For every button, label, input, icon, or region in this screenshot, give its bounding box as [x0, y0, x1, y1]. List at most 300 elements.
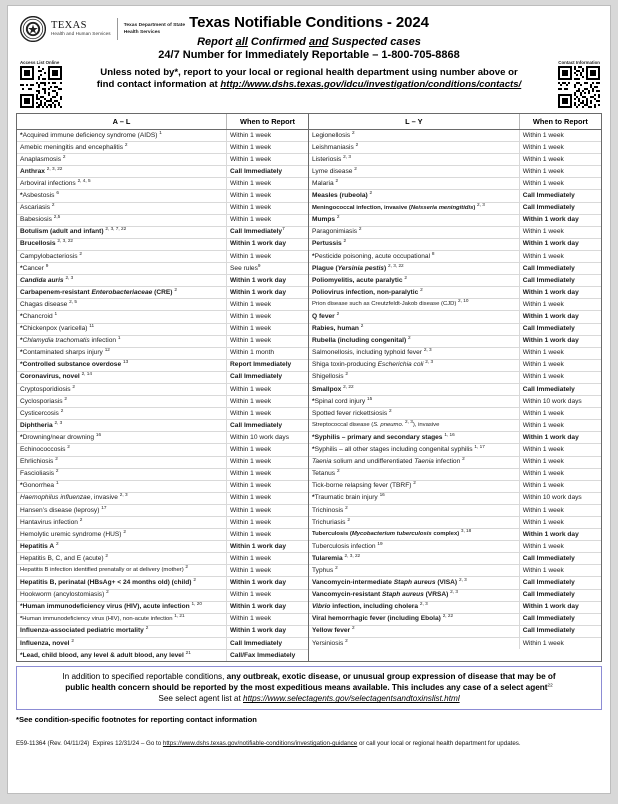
table-row: [309, 323, 601, 335]
condition-name: Cyclosporiasis $^2$: [17, 396, 227, 408]
table-row: [17, 166, 308, 178]
condition-name: Cysticercosis $^2$: [17, 408, 227, 420]
condition-name: Tularemia $^{2, 3, 22}$: [309, 553, 519, 565]
condition-name: Campylobacteriosis $^2$: [17, 250, 227, 262]
right-column: [309, 114, 601, 661]
table-row: [17, 456, 308, 468]
table-row: [17, 577, 308, 589]
footnote-ref: 2: [336, 310, 340, 316]
table-row: [309, 178, 601, 190]
access-list-qr-caption: Access List Online: [20, 60, 60, 65]
condition-name: Shigellosis $^2$: [309, 371, 519, 383]
condition-name: Hantavirus infection $^2$: [17, 517, 227, 529]
footnote-ref: 2: [105, 552, 109, 558]
table-row: [309, 553, 601, 565]
footnote-ref: 1: [55, 480, 59, 486]
footnote-ref: 2: [55, 455, 58, 461]
condition-name: Tetanus $^2$: [309, 468, 519, 480]
condition-name: Ehrlichiosis $^2$: [17, 456, 227, 468]
table-row: [309, 408, 601, 420]
footnote-ref: 2, 3: [423, 347, 432, 353]
when-to-report: Within 1 week: [519, 468, 601, 480]
footnote-ref: 11: [89, 322, 95, 328]
when-to-report: Within 1 week: [227, 480, 308, 492]
footnote-ref: 2: [335, 177, 339, 183]
footnote-ref: 2, 22: [442, 613, 454, 619]
condition-name: *Acquired immune deficiency syndrome (AIDS) $^1$: [17, 130, 227, 142]
table-row: [309, 541, 601, 553]
texas-seal-icon: [20, 16, 46, 42]
when-to-report: Within 1 work day: [227, 601, 308, 613]
table-row: [17, 408, 308, 420]
footnote-ref: 2: [345, 504, 348, 510]
asterisk-marker: *: [20, 313, 23, 320]
table-row: [309, 383, 601, 395]
when-to-report: Within 1 week: [519, 299, 601, 311]
when-to-report: Within 1 week: [227, 130, 308, 142]
condition-name: Tuberculosis (Mycobacterium tuberculosis complex) $^{3, 18}$: [309, 529, 519, 541]
when-to-report: Within 1 week: [227, 190, 308, 202]
contacts-link[interactable]: http://www.dshs.texas.gov/idcu/investigation/conditions/contacts/: [220, 78, 522, 90]
footnote-ref: 2: [388, 407, 392, 413]
document-header: [16, 12, 602, 110]
when-to-report: Within 1 week: [227, 553, 308, 565]
footnote-ref: 9: [45, 262, 49, 268]
footnote-ref: 1, 16: [444, 431, 455, 437]
table-row: [309, 444, 601, 456]
when-to-report: Within 1 work day: [519, 601, 601, 613]
when-to-report: Within 1 week: [519, 142, 601, 154]
condition-name: Anaplasmosis $^2$: [17, 154, 227, 166]
footnote-ref: 7: [282, 226, 285, 232]
form-footer: E59-11364 (Rev. 04/11/24) Expires 12/31/24 – Go to https://www.dshs.texas.gov/notifiable-conditions/investigation-guidance or call your local or regional health department for updates.: [16, 740, 521, 748]
footnote-ref: 16: [379, 492, 385, 498]
condition-name: *Drowning/near drowning $^{16}$: [17, 432, 227, 444]
asterisk-marker: *: [312, 494, 315, 502]
when-to-report: Call Immediately: [519, 613, 601, 625]
when-to-report: Call Immediately: [519, 263, 601, 275]
table-row: [17, 202, 308, 214]
footnote-ref: 2: [369, 189, 373, 195]
table-row: [309, 468, 601, 480]
table-row: [309, 504, 601, 516]
condition-name: Hansen’s disease (leprosy) $^{17}$: [17, 504, 227, 516]
condition-name: Listeriosis $^{2, 3}$: [309, 154, 519, 166]
condition-name: Brucellosis $^{2, 3, 22}$: [17, 238, 227, 250]
table-row: [17, 347, 308, 359]
hotline-number: 24/7 Number for Immediately Reportable – 1-800-705-8868: [158, 49, 460, 61]
footnote-ref: 2: [345, 371, 348, 377]
when-to-report: Within 1 week: [519, 420, 601, 432]
when-to-report: Within 1 work day: [227, 275, 308, 287]
reporting-instructions: Unless noted by*, report to your local or regional health department using number above or find contact information at http://www.dshs.texas.gov/idcu/investigation/conditions/contacts/: [96, 67, 522, 90]
condition-name: *Syphilis – primary and secondary stages $^{1, 16}$: [309, 432, 519, 444]
contact-info-qr-caption: Contact Information: [558, 60, 600, 65]
when-to-report: Within 1 work day: [227, 238, 308, 250]
table-row: [309, 142, 601, 154]
when-to-report: Within 1 week: [227, 529, 308, 541]
table-row: [17, 613, 308, 625]
table-row: [309, 287, 601, 299]
footnote-ref: 2: [79, 516, 83, 522]
table-row: [309, 130, 601, 142]
footnote-ref: 1: [117, 335, 121, 340]
when-to-report: Call Immediately: [227, 420, 308, 432]
logo-divider: [117, 18, 118, 40]
condition-name: *Cancer $^9$: [17, 263, 227, 275]
table-row: [309, 226, 601, 238]
when-to-report: Within 1 work day: [519, 238, 601, 250]
footnote-ref: 12: [104, 347, 110, 353]
condition-name: Vibrio infection, including cholera $^{2, 3}$: [309, 601, 519, 613]
condition-name: Q fever $^2$: [309, 311, 519, 323]
table-row: [17, 142, 308, 154]
when-to-report: Within 1 week: [519, 408, 601, 420]
contact-info-qr-icon[interactable]: [558, 66, 600, 108]
table-row: [309, 202, 601, 214]
footnote-ref: 1: [159, 129, 162, 135]
when-to-report: Within 1 week: [227, 504, 308, 516]
asterisk-marker: *: [20, 615, 23, 622]
right-when-header: When to Report: [519, 114, 601, 130]
asterisk-marker: *: [20, 603, 23, 611]
outbreak-note-line2: public health concern should be reported by the most expeditious means available. This includes any case of a select agent$^{22}$: [65, 682, 553, 693]
condition-name: Viral hemorrhagic fever (including Ebola) $^{2, 22}$: [309, 613, 519, 625]
when-to-report: Within 1 work day: [519, 335, 601, 347]
condition-name: *Pesticide poisoning, acute occupational $^8$: [309, 250, 519, 262]
when-to-report: Call Immediately: [519, 625, 601, 637]
footnote-ref: 2: [174, 286, 177, 292]
when-to-report: Within 1 week: [519, 154, 601, 166]
footnote-ref: 2, 3: [119, 492, 128, 498]
when-to-report: Report Immediately: [227, 359, 308, 371]
asterisk-marker: *: [20, 433, 23, 441]
condition-name: Cryptosporidiosis $^2$: [17, 383, 227, 395]
table-row: [17, 625, 308, 637]
condition-name: Hepatitis B, C, and E (acute) $^2$: [17, 553, 227, 565]
when-to-report: Within 1 week: [519, 565, 601, 577]
condition-name: Yellow fever $^2$: [309, 625, 519, 637]
condition-name: Influenza, novel $^2$: [17, 637, 227, 649]
table-row: [309, 529, 601, 541]
left-column: [17, 114, 309, 661]
table-row: [17, 250, 308, 262]
select-agent-link[interactable]: https://www.selectagents.gov/selectagentsandtoxinslist.html: [243, 694, 460, 704]
table-row: [17, 226, 308, 238]
footnote-ref: 2: [193, 576, 196, 582]
table-row: [17, 541, 308, 553]
table-row: [309, 190, 601, 202]
table-row: [309, 601, 601, 613]
table-row: [17, 383, 308, 395]
when-to-report: Within 10 work days: [519, 396, 601, 408]
table-row: [17, 299, 308, 311]
footnote-ref: 15: [367, 395, 373, 401]
table-row: [309, 299, 601, 311]
when-to-report: Call Immediately: [519, 323, 601, 335]
when-to-report: Within 10 work days: [519, 492, 601, 504]
footnote-ref: 2, 3: [343, 153, 351, 159]
footnote-ref: 2: [343, 238, 347, 244]
footnote-ref: 2: [345, 637, 348, 643]
footnote-ref: 2: [336, 468, 340, 474]
table-row: [17, 468, 308, 480]
condition-name: Typhus $^2$: [309, 565, 519, 577]
condition-name: *Chlamydia trachomatis infection $^1$: [17, 335, 227, 347]
condition-name: Hepatitis B infection identified prenatally or at delivery (mother) $^2$: [17, 565, 227, 577]
condition-name: *Contaminated sharps injury $^{12}$: [17, 347, 227, 359]
footnote-ref: 1, 17: [474, 443, 485, 449]
when-to-report: Within 1 week: [519, 130, 601, 142]
when-to-report: Call Immediately: [519, 589, 601, 601]
condition-name: Measles (rubeola) $^2$: [309, 190, 519, 202]
when-to-report: Within 10 work days: [227, 432, 308, 444]
condition-name: Poliovirus infection, non-paralytic $^2$: [309, 287, 519, 299]
footnote-ref: 2: [355, 141, 359, 147]
when-to-report: Within 1 week: [227, 468, 308, 480]
when-to-report: Within 1 week: [227, 396, 308, 408]
footnote-ref: 17: [101, 504, 107, 510]
condition-name: Taenia solium and undifferentiated Taenia infection $^2$: [309, 456, 519, 468]
when-to-report: Within 1 work day: [519, 287, 601, 299]
when-to-report: Within 1 work day: [227, 577, 308, 589]
table-row: [17, 287, 308, 299]
when-to-report: Within 1 week: [519, 480, 601, 492]
condition-name: *Controlled substance overdose $^{13}$: [17, 359, 227, 371]
when-to-report: See rules$^9$: [227, 263, 308, 275]
when-to-report: Within 1 week: [227, 335, 308, 347]
when-to-report: Within 1 week: [227, 565, 308, 577]
right-table-body: [309, 130, 601, 650]
table-header-row: [309, 114, 601, 130]
condition-name: Diphtheria $^{2, 3}$: [17, 420, 227, 432]
footnote-ref: 2: [67, 443, 70, 449]
condition-name: Botulism (adult and infant) $^{2, 3, 7, 22}$: [17, 226, 227, 238]
when-to-report: Within 1 month: [227, 347, 308, 359]
when-to-report: Within 1 work day: [519, 311, 601, 323]
table-row: [17, 517, 308, 529]
when-to-report: Call Immediately: [519, 275, 601, 287]
when-to-report: Within 1 week: [227, 250, 308, 262]
condition-name: Fascioliasis $^2$: [17, 468, 227, 480]
condition-name: Paragonimiasis $^2$: [309, 226, 519, 238]
condition-name: Meningococcal infection, invasive (Neisseria meningitidis) $^{2, 3}$: [309, 202, 519, 214]
footnote-ref: 2, 5: [69, 298, 77, 304]
footnote-ref: 2: [413, 480, 416, 486]
agency-name: TEXAS: [51, 20, 87, 32]
footnote-ref: 2, 3, 22: [46, 165, 63, 171]
footnote-ref: 2: [354, 165, 357, 171]
footnote-ref: 2: [351, 129, 355, 135]
footnote-ref: 8: [431, 250, 435, 256]
when-to-report: Within 1 week: [519, 347, 601, 359]
table-row: [309, 589, 601, 601]
condition-name: Poliomyelitis, acute paralytic $^2$: [309, 275, 519, 287]
access-list-qr-block[interactable]: [20, 60, 62, 113]
when-to-report: Within 1 week: [227, 299, 308, 311]
when-to-report: Within 1 week: [519, 166, 601, 178]
footnote-ref: 2: [336, 214, 340, 220]
outbreak-note-box: [16, 666, 602, 710]
footnote-ref: 2, 10: [458, 298, 469, 304]
table-row: [17, 371, 308, 383]
asterisk-marker: *: [312, 433, 315, 441]
footnote-ref: 3, 18: [460, 528, 472, 534]
condition-name: Carbapenem-resistant Enterobacteriaceae (CRE) $^2$: [17, 287, 227, 299]
condition-name: *Chancroid $^1$: [17, 311, 227, 323]
footnote-ref: 2: [347, 516, 350, 522]
footnote-ref: 2: [55, 468, 59, 474]
asterisk-marker: *: [20, 482, 23, 490]
asterisk-marker: *: [20, 192, 23, 200]
access-list-qr-icon[interactable]: [20, 66, 62, 108]
when-to-report: Within 1 week: [227, 311, 308, 323]
when-to-report: Within 1 week: [519, 637, 601, 649]
condition-name: Tick-borne relapsing fever (TBRF) $^2$: [309, 480, 519, 492]
when-to-report: Call Immediately: [519, 190, 601, 202]
when-to-report: Within 1 week: [519, 371, 601, 383]
when-to-report: Within 1 week: [227, 178, 308, 190]
asterisk-marker: *: [312, 252, 315, 260]
when-to-report: Within 1 week: [519, 359, 601, 371]
table-row: [309, 577, 601, 589]
condition-name: Rabies, human $^2$: [309, 323, 519, 335]
condition-name: Leishmaniasis $^2$: [309, 142, 519, 154]
condition-name: Spotted fever rickettsiosis $^2$: [309, 408, 519, 420]
condition-name: Pertussis $^2$: [309, 238, 519, 250]
left-when-header: When to Report: [227, 114, 308, 130]
when-to-report: Within 1 week: [519, 444, 601, 456]
footnote-ref: 2, 3: [419, 601, 428, 607]
table-row: [309, 432, 601, 444]
table-row: [309, 166, 601, 178]
when-to-report: Within 1 week: [519, 178, 601, 190]
left-table-body: [17, 130, 308, 662]
asterisk-marker: *: [20, 651, 23, 659]
footnote-ref: 2: [185, 564, 188, 570]
asterisk-marker: *: [312, 446, 315, 454]
footnote-ref: 2: [71, 637, 74, 643]
table-row: [17, 275, 308, 287]
condition-name: Prion disease such as Creutzfeldt-Jakob disease (CJD) $^{2, 10}$: [309, 299, 519, 311]
condition-name: Haemophilus influenzae, invasive $^{2, 3}$: [17, 492, 227, 504]
when-to-report: Within 1 work day: [519, 432, 601, 444]
footnote-ref: 2: [404, 274, 407, 280]
footnote-ref: 2: [351, 625, 355, 631]
table-row: [309, 347, 601, 359]
footnote-ref: 2: [64, 395, 67, 401]
left-conditions-table: [17, 114, 308, 661]
table-row: [309, 275, 601, 287]
table-row: [17, 650, 308, 662]
contact-info-qr-block[interactable]: [558, 60, 600, 113]
table-row: [17, 311, 308, 323]
when-to-report: Call Immediately: [519, 577, 601, 589]
condition-name: Echinococcosis $^2$: [17, 444, 227, 456]
table-row: [17, 396, 308, 408]
agency-logo: [20, 16, 185, 42]
footnote-ref: 1, 20: [191, 601, 202, 607]
table-row: [17, 190, 308, 202]
table-row: [17, 444, 308, 456]
footnote-ref: 2: [60, 407, 64, 413]
footnote-ref: 19: [377, 540, 383, 546]
table-row: [309, 371, 601, 383]
footnote-ref: 2: [56, 540, 59, 546]
table-row: [309, 359, 601, 371]
condition-name: Hepatitis A $^2$: [17, 541, 227, 553]
report-subtitle: Report all Confirmed and Suspected cases: [197, 36, 421, 48]
footnote-note: *See condition-specific footnotes for reporting contact information: [16, 715, 257, 725]
table-row: [309, 480, 601, 492]
condition-name: Vancomycin-intermediate Staph aureus (VISA) $^{2, 3}$: [309, 577, 519, 589]
table-row: [17, 589, 308, 601]
table-row: [309, 214, 601, 226]
footnote-ref: 2: [145, 625, 149, 631]
table-row: [17, 529, 308, 541]
table-row: [309, 396, 601, 408]
table-row: [309, 637, 601, 649]
when-to-report: Call Immediately: [519, 383, 601, 395]
table-row: [17, 492, 308, 504]
when-to-report: Within 1 week: [227, 456, 308, 468]
table-row: [309, 263, 601, 275]
condition-name: Influenza-associated pediatric mortality $^2$: [17, 625, 227, 637]
when-to-report: Within 1 week: [519, 541, 601, 553]
condition-name: *Traumatic brain injury $^{16}$: [309, 492, 519, 504]
footnote-ref: 1, 21: [174, 612, 185, 618]
footnote-ref: 2: [62, 153, 66, 159]
when-to-report: Within 1 week: [519, 250, 601, 262]
footnote-ref: 2, 3: [458, 576, 467, 582]
footnote-ref: 2: [358, 226, 362, 232]
when-to-report: Within 1 week: [227, 444, 308, 456]
footnote-ref: 2, 4, 5: [77, 177, 91, 183]
footnote-ref: 2: [72, 383, 76, 389]
when-to-report: Within 1 week: [227, 214, 308, 226]
table-row: [17, 480, 308, 492]
conditions-table: [16, 113, 602, 662]
footnote-ref: 2: [420, 286, 423, 292]
table-row: [17, 504, 308, 516]
guidance-link[interactable]: https://www.dshs.texas.gov/notifiable-conditions/investigation-guidance: [162, 740, 358, 748]
when-to-report: Within 1 week: [519, 504, 601, 516]
condition-name: Plague (Yersinia pestis) $^{2, 3, 22}$: [309, 263, 519, 275]
footnote-ref: 13: [122, 359, 129, 365]
table-row: [309, 238, 601, 250]
footnote-ref: 2, 3, 22: [57, 238, 74, 244]
table-row: [309, 456, 601, 468]
table-row: [17, 420, 308, 432]
condition-name: Hookworm (ancylostomiasis) $^2$: [17, 589, 227, 601]
agency-subtitle: Health and Human Services: [51, 30, 111, 36]
when-to-report: Within 1 work day: [227, 541, 308, 553]
condition-name: *Asbestosis $^6$: [17, 190, 227, 202]
table-row: [309, 420, 601, 432]
footnote-ref: 2: [408, 335, 411, 340]
when-to-report: Within 1 work day: [227, 625, 308, 637]
asterisk-marker: *: [20, 131, 23, 139]
condition-name: Lyme disease $^2$: [309, 166, 519, 178]
footnote-ref: 2, 3, 22: [388, 262, 404, 268]
footnote-ref: 2, 3: [477, 201, 485, 207]
when-to-report: Call Immediately: [227, 166, 308, 178]
when-to-report: Call/Fax Immediately: [227, 650, 308, 662]
condition-name: Shiga toxin-producing Escherichia coli $^{2, 3}$: [309, 359, 519, 371]
footnote-ref: 2, 22: [343, 383, 354, 389]
footnote-ref: 2: [124, 141, 128, 147]
table-row: [17, 601, 308, 613]
